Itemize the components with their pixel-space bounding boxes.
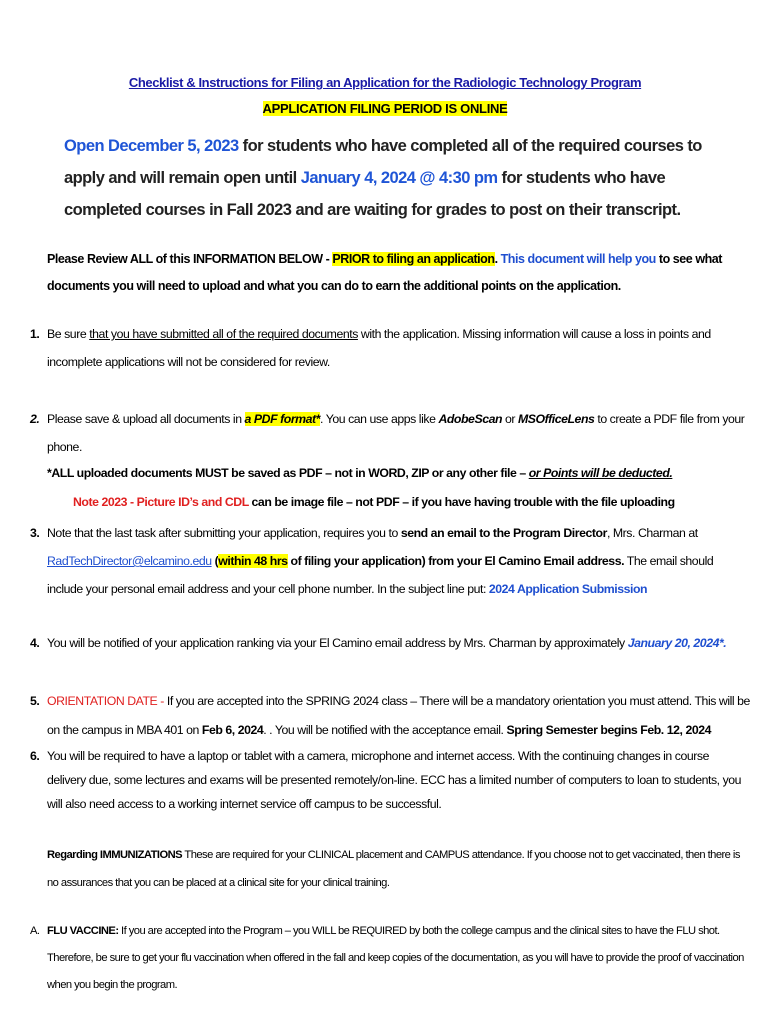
from-email-text: of filing your application) from your El Camino Email address. <box>287 554 625 568</box>
list-item-1 <box>30 320 750 376</box>
text: You will be notified of your application ranking via your El Camino email address by Mrs. Charman by approximately <box>47 636 628 650</box>
text: Note that the last task after submitting your application, requires you to <box>47 526 401 540</box>
flu-vaccine-text: If you are accepted into the Program – you WILL be REQUIRED by both the college campus and the clinical sites to have the FLU shot. Therefore, be sure to get your flu vaccination when offered in the fall and keep copies of the documentation, as you will have to provide the proof of vaccination when you begin the program. <box>47 925 744 991</box>
orientation-label: ORIENTATION DATE - <box>47 694 167 708</box>
list-item-2 <box>30 405 750 519</box>
flu-vaccine-item <box>30 918 750 999</box>
notification-date: January 20, 2024*. <box>627 636 727 650</box>
semester-start: Spring Semester begins Feb. 12, 2024 <box>506 723 712 737</box>
list-item-4 <box>30 629 750 657</box>
within-48-hrs-highlight: within 48 hrs <box>218 554 288 568</box>
item-text: You will be required to have a laptop or tablet with a camera, microphone and internet access. With the continuing changes in course delivery due, some lectures and exams will be presented remotely/on-line. ECC has a limited number of computers to loan to students, you will also need access to a working internet service off campus to be successful. <box>47 749 742 811</box>
text: to create a PDF file from your phone. <box>47 412 745 454</box>
immunizations-text: These are required for your CLINICAL placement and CAMPUS attendance. If you choose not to get vaccinated, then there is no assurances that you can be placed at a clinical site for your clinical training. <box>47 849 740 889</box>
adobescan-text: AdobeScan <box>438 412 503 426</box>
item-text <box>47 629 750 657</box>
open-text-1: for students who have completed all of the required courses to apply and will remain open until <box>64 137 702 187</box>
text: . You can use apps like <box>320 412 439 426</box>
underlined-text: that you have submitted all of the required documents <box>89 327 358 341</box>
list-item-3 <box>30 519 750 603</box>
item-number: 5. <box>30 694 40 708</box>
text: or <box>502 412 519 426</box>
orientation-date: Feb 6, 2024 <box>201 723 264 737</box>
text: ( <box>214 554 219 568</box>
points-deducted-text: or Points will be deducted. <box>528 466 673 480</box>
text: The email should include your personal email address and your cell phone number. In the subject line put: <box>47 554 714 596</box>
item-number: 4. <box>30 636 40 650</box>
review-blue-text: This document will help you <box>500 252 656 266</box>
document-title: Checklist & Instructions for Filing an Application for the Radiologic Technology Program <box>128 75 642 90</box>
item-text <box>47 918 750 999</box>
email-director-text: send an email to the Program Director <box>400 526 607 540</box>
filing-period-label: APPLICATION FILING PERIOD IS ONLINE <box>262 101 508 116</box>
review-text-1: Please Review ALL of this INFORMATION BELOW - <box>47 252 333 266</box>
pdf-warning: *ALL uploaded documents MUST be saved as PDF – not in WORD, ZIP or any other file – <box>47 466 529 480</box>
immunizations-paragraph <box>47 841 747 897</box>
text: . . You will be notified with the acceptance email. <box>263 723 507 737</box>
open-date: Open December 5, 2023 <box>64 137 239 155</box>
text: Please save & upload all documents in <box>47 412 245 426</box>
review-text-3: to see what documents you will need to upload and what you can do to earn the additional points on the application. <box>47 252 722 293</box>
item-number: 3. <box>30 526 40 540</box>
flu-vaccine-label: FLU VACCINE: <box>47 925 119 937</box>
review-notice <box>47 246 747 300</box>
text: , Mrs. Charman at <box>606 526 698 540</box>
item-number: 1. <box>30 327 40 341</box>
review-text-2: . <box>494 252 501 266</box>
text: If you are accepted into the SPRING 2024 class – There will be a mandatory orientation you must attend. This will be on the campus in MBA 401 on <box>47 694 750 737</box>
text: with the application. Missing information will cause a loss in points and incomplete applications will not be considered for review. <box>47 327 711 369</box>
msofficelens-text: MSOfficeLens <box>518 412 595 426</box>
subject-line-text: 2024 Application Submission <box>488 582 648 596</box>
item-number: 6. <box>30 749 40 763</box>
item-text <box>47 519 750 603</box>
open-statement <box>64 130 744 226</box>
note-2023-text: Note 2023 - Picture ID’s and CDL <box>73 495 249 509</box>
immunizations-heading: Regarding IMMUNIZATIONS <box>47 849 183 861</box>
item-letter: A. <box>30 925 40 937</box>
item-number: 2. <box>30 412 40 426</box>
text: Be sure <box>47 327 90 341</box>
close-date: January 4, 2024 @ 4:30 pm <box>300 169 498 187</box>
list-item-6 <box>30 744 750 816</box>
list-item-5 <box>30 687 750 745</box>
open-text-2: for students who have completed courses in Fall 2023 and are waiting for grades to post on their transcript. <box>64 169 681 219</box>
pdf-format-highlight: a PDF format* <box>244 412 321 426</box>
item-text <box>47 687 750 745</box>
item-text <box>47 320 750 376</box>
review-highlight: PRIOR to filing an application <box>332 252 495 266</box>
filing-period-heading <box>0 101 770 116</box>
director-email-link[interactable]: RadTechDirector@elcamino.edu <box>47 554 212 568</box>
item-text <box>47 405 750 519</box>
image-file-note: can be image file – not PDF – if you have having trouble with the file uploading <box>248 495 675 509</box>
